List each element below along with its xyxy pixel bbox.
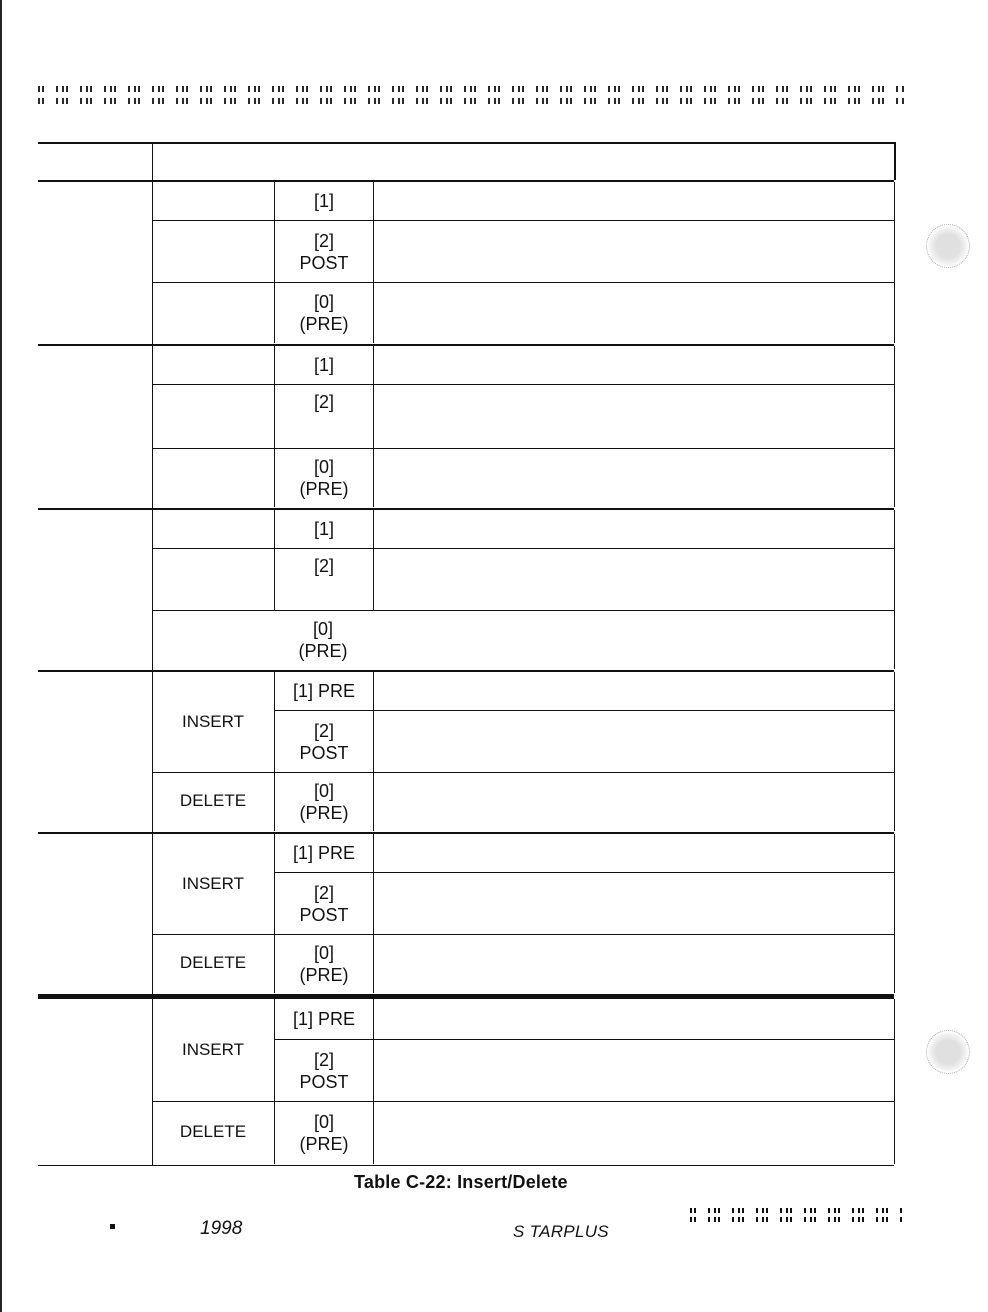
table-row [152, 872, 895, 934]
insert-label: INSERT [181, 1040, 245, 1059]
table-row [152, 672, 895, 710]
footer-year: 1998 [200, 1218, 243, 1239]
code-text: [1] [313, 519, 334, 539]
footer-bullet [110, 1224, 115, 1229]
table-group-4 [38, 670, 894, 832]
footer-greek-key-border [690, 1208, 902, 1222]
code-text: POST [299, 253, 349, 273]
table-group-5 [38, 832, 894, 994]
code-text: [2] [313, 556, 334, 576]
code-text: [1] PRE [292, 843, 356, 863]
table-row [152, 772, 895, 831]
table-row [152, 610, 895, 669]
insert-label: INSERT [181, 874, 245, 893]
page-left-edge [0, 0, 2, 1312]
table-row [152, 346, 895, 384]
code-text: (PRE) [298, 641, 348, 661]
table-row [152, 182, 895, 220]
delete-label: DELETE [179, 791, 247, 810]
table-row [152, 710, 895, 772]
table-row [152, 548, 895, 611]
table-row [152, 282, 895, 343]
delete-label: DELETE [179, 1122, 247, 1141]
table-row [152, 934, 895, 993]
code-text: [1] [313, 355, 334, 375]
code-text: (PRE) [299, 965, 349, 985]
insert-label: INSERT [181, 712, 245, 731]
code-text: [2] [313, 721, 334, 741]
table-row [152, 384, 895, 449]
code-text: [0] [313, 943, 334, 963]
table-row [152, 999, 895, 1039]
code-text: [2] [313, 392, 334, 412]
hole-punch-mark [926, 224, 970, 268]
table-header-row [38, 142, 896, 180]
code-text: POST [299, 1072, 349, 1092]
code-text: [2] [313, 1050, 334, 1070]
hole-punch-mark [926, 1030, 970, 1074]
code-text: [2] [313, 883, 334, 903]
code-text: POST [299, 905, 349, 925]
code-text: (PRE) [299, 314, 349, 334]
table-row [152, 1039, 895, 1101]
code-text: [0] [313, 457, 334, 477]
table-group-6 [38, 994, 894, 1166]
code-text: [0] [312, 619, 333, 639]
table-group-1 [38, 180, 894, 344]
table-caption: Table C-22: Insert/Delete [354, 1172, 568, 1192]
code-text: (PRE) [299, 1134, 349, 1154]
delete-label: DELETE [179, 953, 247, 972]
table-group-3 [38, 508, 894, 670]
insert-delete-table [38, 142, 894, 1166]
code-text: [2] [313, 231, 334, 251]
code-text: [0] [313, 1112, 334, 1132]
code-text: POST [299, 743, 349, 763]
table-group-2 [38, 344, 894, 508]
table-row [152, 448, 895, 507]
table-row [152, 1101, 895, 1164]
code-text: (PRE) [299, 479, 349, 499]
header-greek-key-border [38, 86, 906, 104]
code-text: [1] [313, 191, 334, 211]
footer-brand: S TARPLUS [513, 1222, 609, 1241]
code-text: [1] PRE [292, 681, 356, 701]
code-text: [0] [313, 292, 334, 312]
table-row [152, 510, 895, 548]
table-row [152, 834, 895, 872]
code-text: (PRE) [299, 803, 349, 823]
table-row [152, 220, 895, 283]
code-text: [1] PRE [292, 1009, 356, 1029]
code-text: [0] [313, 781, 334, 801]
